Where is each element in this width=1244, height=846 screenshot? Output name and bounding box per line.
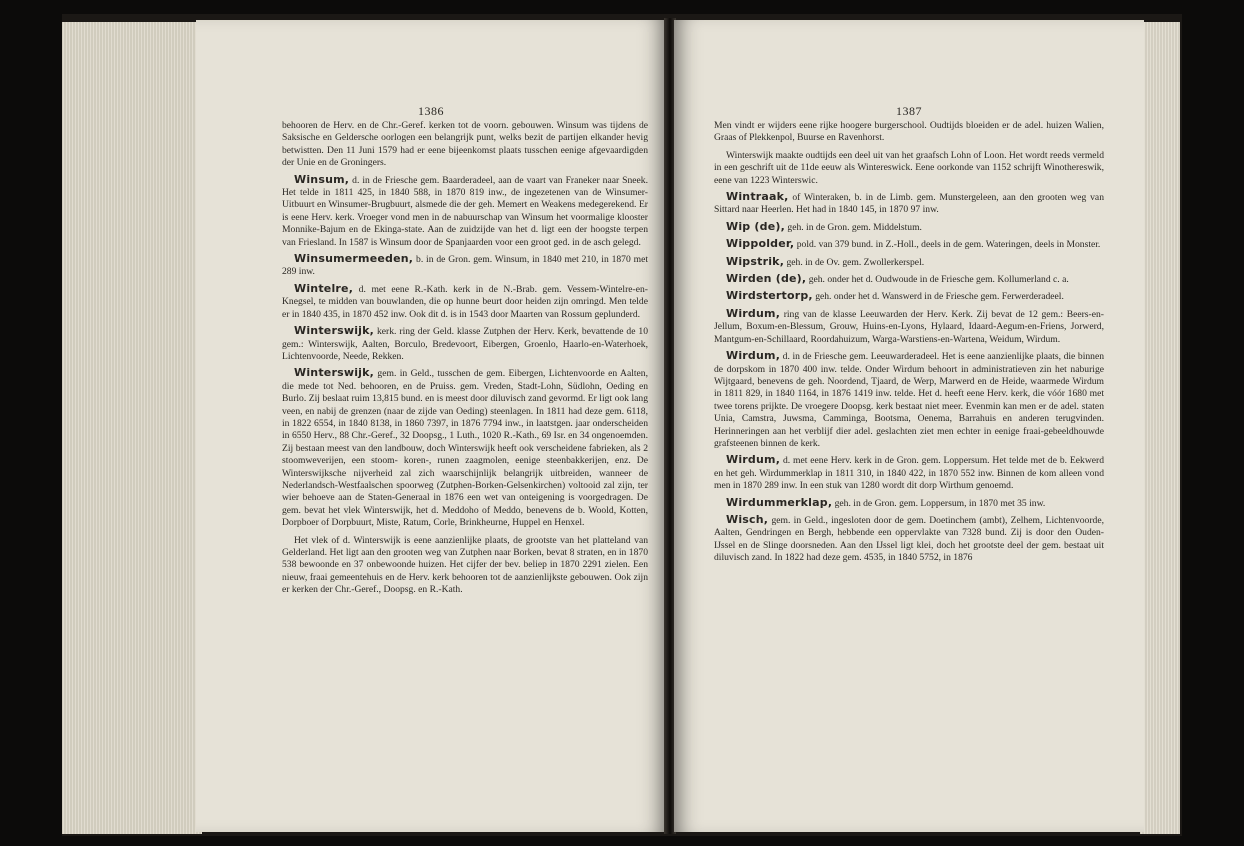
headword: Wintraak, — [726, 190, 789, 204]
entry — [714, 256, 1104, 269]
page-text — [714, 120, 1104, 569]
entry-text: d. in de Friesche gem. Leeuwarderadeel. Het is eene aanzienlijke plaats, die binnen de dorpskom in 1870 400 inw. telde. Onder Wirdum behoort in administratieven zin het naburige Wijtgaard, benevens de geh. Noordend, Tjaard, de Werp, Marwerd en de Heide, waarmede Wirdum in 1811 829, in 1840 1164, in 1876 1419 inw. telde. Het d. heeft eene Herv. kerk, die vóór 1680 met twee torens prijkte. De vroegere Doopsg. kerk bestaat niet meer. Evenmin kan men er de adel. staten Unia, Camstra, Juwsma, Camminga, Bootsma, Oenema, Barrahuis en anderen terugvinden. Herinneringen aan het verblijf dier adel. geslachten ziet men echter in eenige fraai-gebeeldhouwde grafsteenen binnen de kerk. — [714, 351, 1105, 449]
entry-text: d. in de Friesche gem. Baarderadeel, aan de vaart van Franeker naar Sneek. Het telde in 1811 425, in 1840 588, in 1870 819 inw., de ingezetenen van de Winsumer-Uitbuurt en Winsumer-Brugbuurt, alsmede die der geh. Memert en Weakens medegerekend. Er is eene Herv. kerk. Vroeger vond men in de nabuurschap van Winsum het voormalige klooster Monnike-Bajum en de Ekinga-state. Aan de zuidzijde van het d. ligt een der hoogste terpen van Friesland. In 1587 is Winsum door de Spanjaarden voor een groot ged. in de asch gelegd. — [282, 174, 648, 248]
page-edges-left — [62, 22, 202, 834]
entry — [282, 283, 648, 321]
headword: Wirdum, — [726, 453, 781, 467]
entry — [714, 273, 1104, 286]
paragraph: Men vindt er wijders eene rijke hoogere burgerschool. Oudtijds bloeiden er de adel. huizen Walien, Graas of Plekkenpol, Buurse en Ravenhorst. — [714, 120, 1104, 144]
page-number: 1387 — [896, 104, 922, 118]
entry-text: geh. onder het d. Wanswerd in de Friesche gem. Ferwerderadeel. — [815, 291, 1064, 303]
entry — [282, 174, 648, 249]
entry-text: pold. van 379 bund. in Z.-Holl., deels in de gem. Wateringen, deels in Monster. — [796, 239, 1101, 251]
page-edges-right — [1140, 22, 1180, 834]
entry — [282, 325, 648, 363]
entry-text: Het vlek of d. Winterswijk is eene aanzienlijke plaats, de grootste van het platteland van Gelderland. Het ligt aan den grooten weg van Zutphen naar Borken, bevat 8 straten, en in 1870 538 bewoonde en 37 onbewoonde huizen. Het cijfer der bev. beliep in 1870 2291 zielen. Een nieuw, fraai gemeentehuis en de Herv. kerk behooren tot de aanzienlijkste gebouwen. Ook zijn er kerken der Chr.-Geref., Doopsg. en R.-Kath. — [282, 534, 648, 596]
entry-text: geh. in de Gron. gem. Middelstum. — [787, 221, 922, 233]
headword: Wirdstertorp, — [726, 289, 813, 303]
entry-text: b. in de Gron. gem. Winsum, in 1840 met 210, in 1870 met 289 inw. — [282, 254, 648, 278]
entry — [714, 350, 1104, 450]
entry — [714, 290, 1104, 303]
entry-text: of Winteraken, b. in de Limb. gem. Munstergeleen, aan den grooten weg van Sittard naar Heerlen. Het had in 1840 145, in 1870 97 inw. — [714, 192, 1104, 216]
entry — [714, 191, 1104, 217]
entry — [714, 221, 1104, 234]
entry-text: Winterswijk maakte oudtijds een deel uit van het graafsch Lohn of Loon. Het wordt reeds vermeld in een geschrift uit de 11de eeuw als Wintereswick. Eene oorkonde van 1152 schrijft Winothereswik, eene van 1223 Winterswic. — [714, 149, 1104, 186]
headword: Wipstrik, — [726, 254, 785, 268]
entry — [282, 253, 648, 279]
entry-text: d. met eene R.-Kath. kerk in de N.-Brab. gem. Vessem-Wintelre-en-Knegsel, te midden van bouwlanden, die op hunne beurt door heiden zijn omringd. Men telde er in 1840 435, in 1870 452 inw. Ook dit d. is in 1543 door Maarten van Rossum geplunderd. — [282, 283, 648, 320]
headword: Wip (de), — [726, 219, 785, 233]
entry-text: geh. in de Ov. gem. Zwollerkerspel. — [786, 256, 925, 268]
headword: Winterswijk, — [294, 366, 375, 380]
headword: Winterswijk, — [294, 324, 375, 338]
headword: Wirdum, — [726, 349, 781, 363]
entry — [714, 308, 1104, 346]
headword: Winsumermeeden, — [294, 252, 414, 266]
entry — [714, 238, 1104, 251]
entry — [714, 514, 1104, 565]
page-number: 1386 — [418, 104, 444, 118]
headword: Wippolder, — [726, 237, 795, 251]
entry-text: geh. onder het d. Oudwoude in de Friesche gem. Kollumerland c. a. — [808, 274, 1069, 286]
entry — [714, 149, 1104, 187]
left-page — [196, 20, 666, 832]
paragraph: behooren de Herv. en de Chr.-Geref. kerken tot de voorn. gebouwen. Winsum was tijdens de Saksische en Geldersche oorlogen een belangrijk punt, welks bezit de partijen elkander hevig betwistten. Den 11 Juni 1579 had er eene bijeenkomst plaats tusschen eenige afgevaardigden der Unie en de Groningers. — [282, 120, 648, 169]
entry-text: kerk. ring der Geld. klasse Zutphen der Herv. Kerk, bevattende de 10 gem.: Winterswijk, Aalten, Borculo, Bredevoort, Eibergen, Groenlo, Haarlo-en-Waterhoek, Lichtenvoorde, Neede, Rekken. — [282, 326, 648, 362]
page-text — [282, 120, 648, 601]
entry-text: gem. in Geld., ingesloten door de gem. Doetinchem (ambt), Zelhem, Lichtenvoorde, Aalten, Gendringen en Bergh, hebbende een oppervlakte van 7328 bund. Zij is door den Ouden-IJssel en de Slinge doorsneden. Aan den IJssel ligt klei, doch het grootste deel der gem. bestaat uit diluvisch zand. In 1822 had deze gem. 4535, in 1840 5752, in 1876 — [714, 514, 1104, 564]
headword: Wirden (de), — [726, 272, 807, 286]
headword: Winsum, — [294, 172, 350, 186]
entry — [282, 534, 648, 597]
entry — [282, 367, 648, 529]
headword: Wirdummerklap, — [726, 495, 833, 509]
headword: Wintelre, — [294, 281, 354, 295]
headword: Wirdum, — [726, 306, 781, 320]
entry-text: gem. in Geld., tusschen de gem. Eibergen, Lichtenvoorde en Aalten, die mede tot Ned. behooren, en de Pruiss. gem. Vreden, Stadt-Lohn, Südlohn, Oeding en Burlo. Zij beslaat ruim 13,815 bund. en is meest door diluvisch zand gevormd. Er ligt ook lang veen, en nabij de grenzen (naar de zijde van Oeding) steenlagen. In 1811 had deze gem. 6118, in 1822 6554, in 1840 8138, in 1860 7397, in 1876 7794 inw., in laatstgen. jaar onderscheiden in 6550 Herv., 88 Chr.-Geref., 32 Doopsg., 1 Luth., 1020 R.-Kath., 69 Isr. en 34 ongenoemden. Zij bestaan meest van den landbouw, doch Winterswijk heeft ook verscheidene fabrieken, als 2 stoomweverijen, een stoom- koren-, runen zaagmolen, eenige steenbakkerijen, enz. De Winterswijksche nijverheid zal zich waarschijnlijk belangrijk uitbreiden, wanneer de Nederlandsch-Westfaalschen spoorweg (Zutphen-Borken-Gelsenkirchen) voltooid zal zijn, ter wier behoeve aan de Staten-Generaal in 1876 een wet van onteigening is voorgedragen. De gem. bevat het vlek Winterswijk, het d. Meddoho of Meddo, benevens de b. Woold, Kotten, Dorpboer of Dorpbuurt, Miste, Ratum, Corle, Brinkheurne, Huppel en Henxel. — [282, 368, 648, 529]
entry — [714, 497, 1104, 510]
headword: Wisch, — [726, 512, 769, 526]
entry-text: geh. in de Gron. gem. Loppersum, in 1870 met 35 inw. — [834, 497, 1046, 509]
entry — [714, 454, 1104, 492]
right-page — [674, 20, 1144, 832]
entry-text: ring van de klasse Leeuwarden der Herv. Kerk. Zij bevat de 12 gem.: Beers-en-Jellum, Boxum-en-Blessum, Grouw, Huins-en-Lyons, Hylaard, Idaard-Aegum-en-Friens, Jorwerd, Mantgum-en-Schillaard, Roordahuizum, Warga-Warstiens-en-Wartena, Weidum, Wirdum. — [714, 308, 1104, 345]
entry-text: d. met eene Herv. kerk in de Gron. gem. Loppersum. Het telde met de b. Eekwerd en het geh. Wirdummerklap in 1811 310, in 1840 422, in 1870 552 inw. Binnen de kom alleen vond men in 1870 289 inw. In een stuk van 1280 wordt dit dorp Wirthum genoemd. — [714, 455, 1104, 492]
